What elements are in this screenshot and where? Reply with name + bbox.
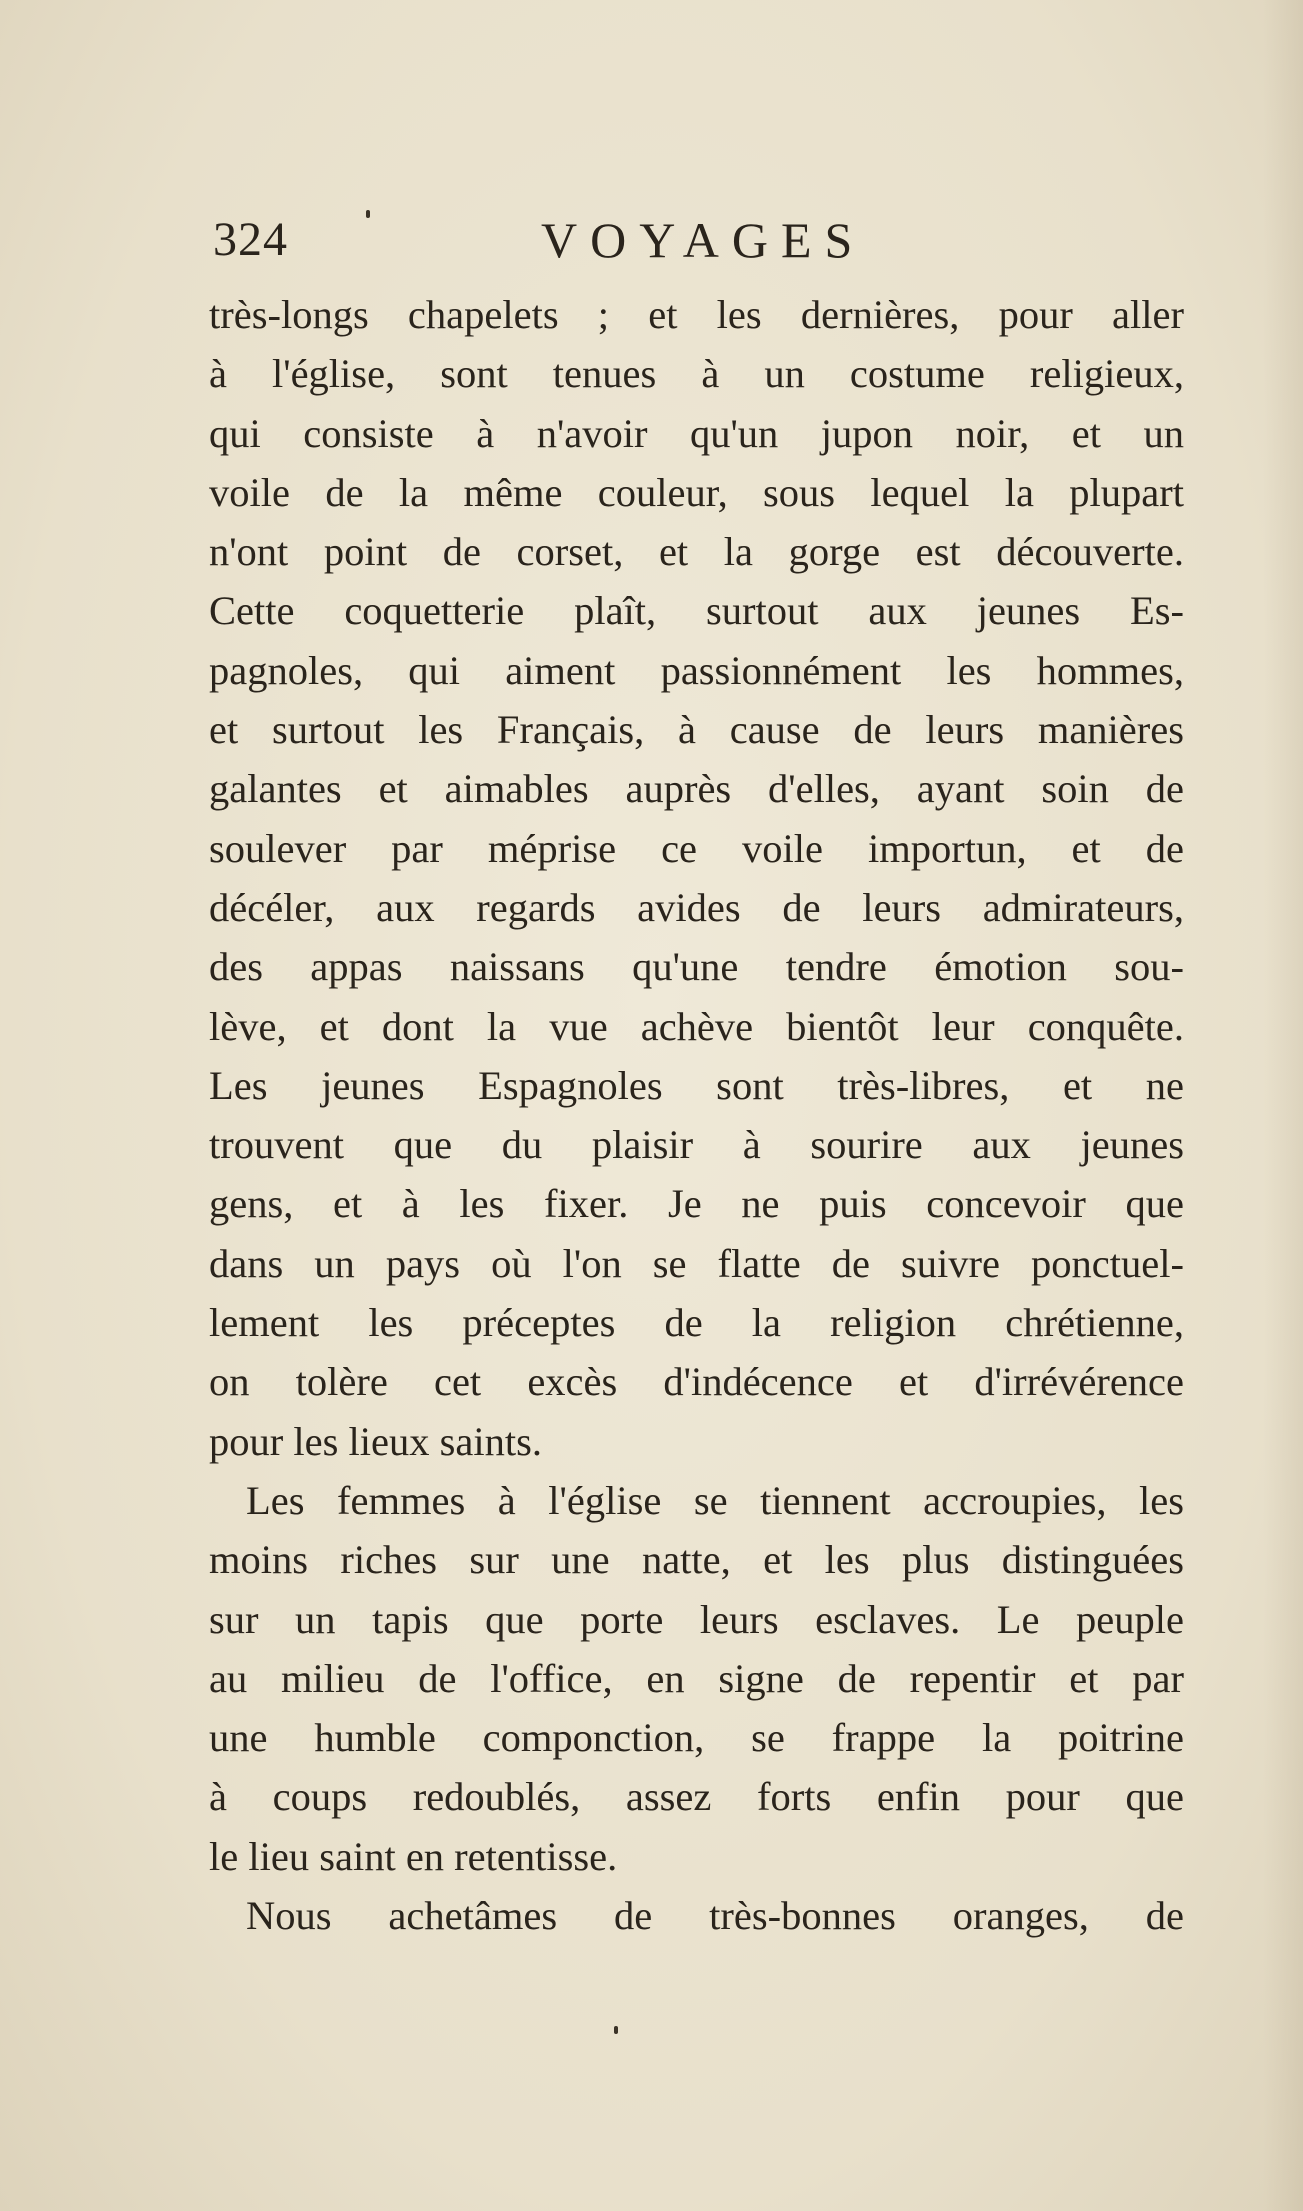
text-line: galantes et aimables auprès d'elles, ayant soin de bbox=[209, 766, 1184, 812]
text-line: au milieu de l'office, en signe de repentir et par bbox=[209, 1655, 1184, 1701]
text-line: décéler, aux regards avides de leurs admirateurs, bbox=[209, 884, 1184, 930]
text-line: moins riches sur une natte, et les plus distinguées bbox=[209, 1537, 1184, 1583]
text-line: soulever par méprise ce voile importun, et de bbox=[209, 825, 1184, 871]
text-line: à l'église, sont tenues à un costume religieux, bbox=[209, 351, 1184, 397]
text-line: gens, et à les fixer. Je ne puis concevoir que bbox=[209, 1181, 1184, 1227]
body-text bbox=[209, 285, 1184, 1945]
text-line: voile de la même couleur, sous lequel la plupart bbox=[209, 469, 1184, 515]
running-title: VOYAGES bbox=[541, 212, 866, 268]
text-line: trouvent que du plaisir à sourire aux jeunes bbox=[209, 1122, 1184, 1168]
text-line: lement les préceptes de la religion chrétienne, bbox=[209, 1300, 1184, 1346]
text-line: Les jeunes Espagnoles sont très-libres, et ne bbox=[209, 1062, 1184, 1108]
text-line: très-longs chapelets ; et les dernières, pour aller bbox=[209, 292, 1184, 337]
text-line: des appas naissans qu'une tendre émotion sou- bbox=[209, 944, 1184, 990]
text-line: qui consiste à n'avoir qu'un jupon noir, et un bbox=[209, 410, 1184, 456]
text-line: on tolère cet excès d'indécence et d'irrévérence bbox=[209, 1359, 1184, 1405]
text-line: le lieu saint en retentisse. bbox=[209, 1833, 618, 1879]
text-line: et surtout les Français, à cause de leurs manières bbox=[209, 707, 1184, 753]
page-edge-shadow bbox=[1263, 0, 1303, 2211]
page-header bbox=[213, 205, 1213, 275]
page-number: 324 bbox=[213, 213, 288, 266]
ink-speck bbox=[614, 2026, 618, 2034]
text-line: une humble componction, se frappe la poitrine bbox=[209, 1715, 1184, 1761]
text-line: pour les lieux saints. bbox=[209, 1418, 542, 1464]
text-line: pagnoles, qui aiment passionnément les hommes, bbox=[209, 647, 1184, 693]
text-line: à coups redoublés, assez forts enfin pour que bbox=[209, 1774, 1184, 1820]
ink-speck bbox=[366, 210, 370, 218]
text-line: Nous achetâmes de très-bonnes oranges, de bbox=[246, 1893, 1184, 1939]
text-line: dans un pays où l'on se flatte de suivre ponctuel- bbox=[209, 1240, 1184, 1286]
text-line: lève, et dont la vue achève bientôt leur conquête. bbox=[209, 1003, 1184, 1049]
text-line: sur un tapis que porte leurs esclaves. Le peuple bbox=[209, 1596, 1184, 1642]
text-line: n'ont point de corset, et la gorge est découverte. bbox=[209, 529, 1184, 575]
text-line: Les femmes à l'église se tiennent accroupies, les bbox=[246, 1477, 1184, 1523]
text-line: Cette coquetterie plaît, surtout aux jeunes Es- bbox=[209, 588, 1184, 634]
